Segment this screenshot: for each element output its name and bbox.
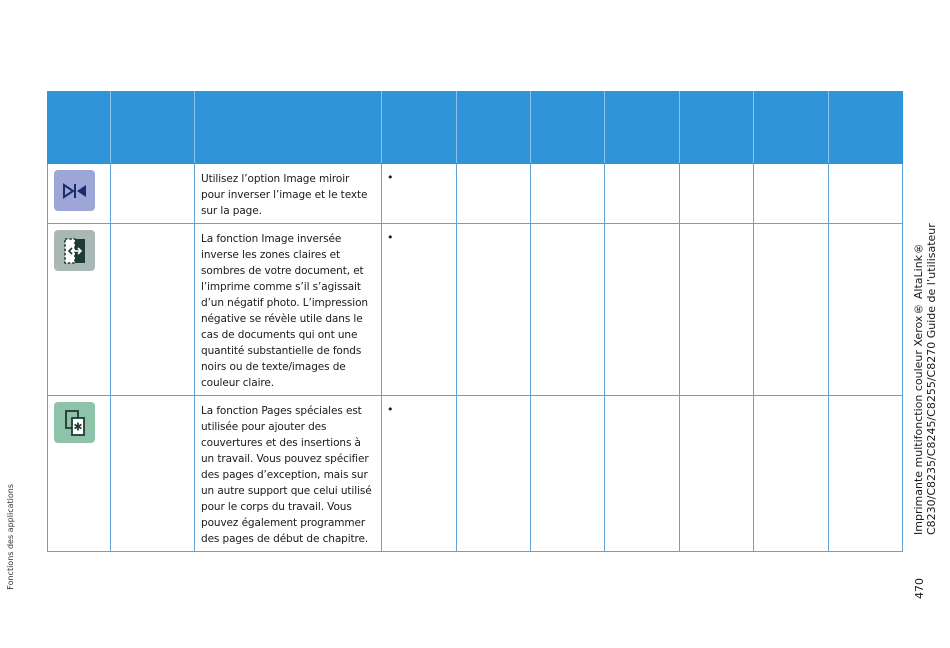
table-row-mirror-image [48, 164, 903, 224]
support-cell [531, 396, 605, 552]
header-cell-model-2 [457, 92, 531, 164]
table-row-negative-image [48, 224, 903, 396]
support-cell [754, 224, 829, 396]
support-cell [754, 396, 829, 552]
feature-description: Utilisez l’option Image miroir pour inverser l’image et le texte sur la page. [195, 164, 382, 224]
mirror-image-icon [54, 170, 95, 211]
header-cell-model-1 [382, 92, 457, 164]
header-cell-description [195, 92, 382, 164]
support-cell [829, 396, 903, 552]
support-mark: • [387, 171, 394, 184]
support-cell [605, 396, 680, 552]
support-cell [382, 164, 457, 224]
feature-description: La fonction Pages spéciales est utilisée pour ajouter des couvertures et des insertions à un travail. Vous pouvez spécifier des pages d’exception, mais sur un autre support que celui utilisé pour le corps du travail. Vous pouvez également programmer des pages de début de chapitre. [195, 396, 382, 552]
icon-cell [48, 224, 111, 396]
support-mark: • [387, 403, 394, 416]
support-cell [457, 164, 531, 224]
feature-table-grid [47, 91, 903, 552]
feature-name-cell [111, 224, 195, 396]
header-cell-icon [48, 92, 111, 164]
table-header-row [48, 92, 903, 164]
support-cell [457, 224, 531, 396]
page-number: 470 [913, 578, 926, 599]
support-cell [531, 164, 605, 224]
feature-description: La fonction Image inversée inverse les zones claires et sombres de votre document, et l’imprime comme s’il s’agissait d’un négatif photo. L’impression négative se révèle utile dans le cas de documents qui ont une quantité substantielle de fonds noirs ou de texte/images de couleur claire. [195, 224, 382, 396]
table-row-special-pages [48, 396, 903, 552]
negative-image-icon [54, 230, 95, 271]
header-cell-model-5 [680, 92, 754, 164]
section-label: Fonctions des applications [6, 484, 15, 590]
feature-table [47, 91, 903, 552]
document-title: Imprimante multifonction couleur Xerox® AltaLink® C8230/C8235/C8245/C8255/C8270 Guide de l’utilisateur [912, 223, 938, 535]
support-cell [457, 396, 531, 552]
support-cell [680, 224, 754, 396]
header-cell-model-7 [829, 92, 903, 164]
support-cell [829, 164, 903, 224]
feature-name-cell [111, 164, 195, 224]
feature-name-cell [111, 396, 195, 552]
support-cell [605, 224, 680, 396]
support-cell [531, 224, 605, 396]
support-cell [680, 164, 754, 224]
support-cell [382, 224, 457, 396]
icon-cell [48, 396, 111, 552]
support-cell [680, 396, 754, 552]
support-cell [605, 164, 680, 224]
running-header [912, 50, 942, 535]
header-cell-model-3 [531, 92, 605, 164]
support-cell [829, 224, 903, 396]
icon-cell [48, 164, 111, 224]
support-cell [754, 164, 829, 224]
header-cell-model-4 [605, 92, 680, 164]
support-mark: • [387, 231, 394, 244]
header-cell-model-6 [754, 92, 829, 164]
support-cell [382, 396, 457, 552]
svg-text:✱: ✱ [72, 420, 83, 433]
header-cell-name [111, 92, 195, 164]
special-pages-icon [54, 402, 95, 443]
